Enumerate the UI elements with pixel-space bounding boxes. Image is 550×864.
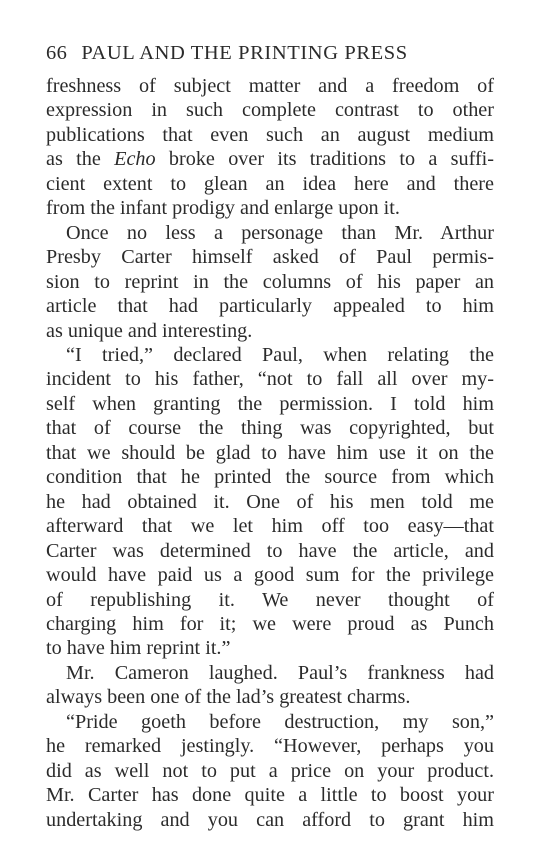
text-line: would have paid us a good sum for the privilege bbox=[46, 564, 494, 587]
running-title: PAUL AND THE PRINTING PRESS bbox=[81, 42, 408, 64]
paragraph bbox=[46, 343, 494, 661]
text-line: of republishing it. We never thought of bbox=[46, 588, 494, 611]
page-number: 66 bbox=[46, 42, 68, 64]
text-line: sion to reprint in the columns of his paper an bbox=[46, 270, 494, 293]
text-line: always been one of the lad’s greatest charms. bbox=[46, 686, 411, 709]
text-line: did as well not to put a price on your product. bbox=[46, 759, 494, 782]
text-line: Mr. Cameron laughed. Paul’s frankness had bbox=[66, 661, 494, 684]
text-line: freshness of subject matter and a freedom of bbox=[46, 75, 494, 97]
text-line: charging him for it; we were proud as Punch bbox=[46, 612, 494, 635]
text-line: Mr. Carter has done quite a little to boost your bbox=[46, 784, 494, 807]
text-line: publications that even such an august medium bbox=[46, 123, 494, 146]
paragraph bbox=[46, 661, 494, 710]
text-line: he remarked jestingly. “However, perhaps you bbox=[46, 735, 494, 758]
text-line: that we should be glad to have him use it on the bbox=[46, 441, 494, 464]
text-line: that of course the thing was copyrighted, but bbox=[46, 417, 494, 440]
text-line: afterward that we let him off too easy—that bbox=[46, 515, 494, 538]
text-line: “I tried,” declared Paul, when relating the bbox=[66, 343, 494, 366]
text-line: from the infant prodigy and enlarge upon it. bbox=[46, 197, 400, 220]
text-line: Carter was determined to have the article, and bbox=[46, 539, 494, 562]
body-text bbox=[46, 74, 494, 832]
paragraph bbox=[46, 710, 494, 832]
text-line: Presby Carter himself asked of Paul permis- bbox=[46, 246, 494, 269]
text-line: expression in such complete contrast to other bbox=[46, 99, 494, 122]
paragraph bbox=[46, 74, 494, 221]
text-line: to have him reprint it.” bbox=[46, 637, 231, 660]
book-page bbox=[46, 38, 494, 832]
text-line: Once no less a personage than Mr. Arthur bbox=[66, 221, 494, 244]
text-line: cient extent to glean an idea here and there bbox=[46, 172, 494, 195]
text-line: self when granting the permission. I told him bbox=[46, 392, 494, 415]
text-line: as the Echo broke over its traditions to a suffi- bbox=[46, 148, 494, 171]
text-line: he had obtained it. One of his men told me bbox=[46, 490, 494, 513]
running-head bbox=[46, 38, 494, 68]
text-line: article that had particularly appealed to him bbox=[46, 295, 494, 318]
text-line: undertaking and you can afford to grant him bbox=[46, 808, 494, 831]
text-line: as unique and interesting. bbox=[46, 319, 253, 342]
text-line: “Pride goeth before destruction, my son,” bbox=[66, 710, 494, 733]
text-line: incident to his father, “not to fall all over my- bbox=[46, 368, 494, 391]
paragraph bbox=[46, 221, 494, 343]
text-line: condition that he printed the source from which bbox=[46, 466, 494, 489]
